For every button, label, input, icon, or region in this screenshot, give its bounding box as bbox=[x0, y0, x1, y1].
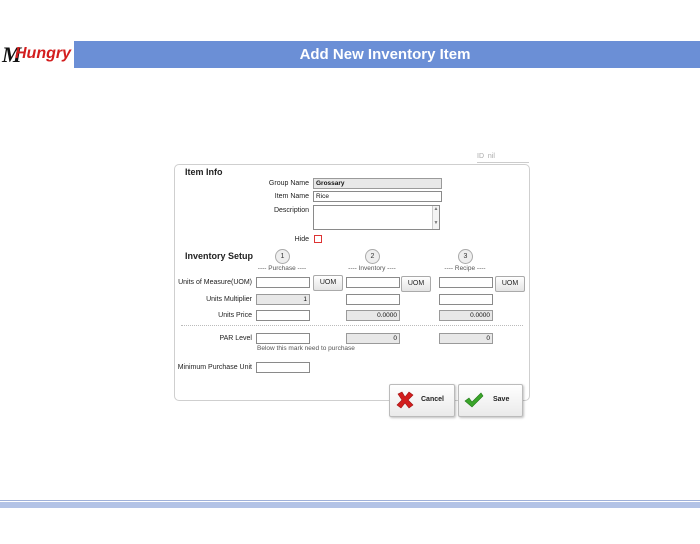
inventory-multiplier-field[interactable] bbox=[346, 294, 400, 305]
logo-text: Hungry bbox=[15, 45, 71, 62]
section-divider bbox=[181, 325, 523, 326]
checkmark-icon bbox=[464, 390, 484, 410]
inventory-uom-field[interactable] bbox=[346, 277, 400, 288]
min-purchase-field[interactable] bbox=[256, 362, 310, 373]
item-name-label: Item Name bbox=[274, 193, 309, 200]
item-info-title: Item Info bbox=[185, 167, 223, 177]
group-name-label: Group Name bbox=[268, 180, 309, 187]
footer-bar bbox=[0, 502, 700, 508]
price-label: Units Price bbox=[218, 312, 252, 319]
group-name-field[interactable]: Grossary bbox=[313, 178, 442, 189]
hide-label: Hide bbox=[294, 236, 309, 243]
cancel-button[interactable] bbox=[389, 384, 455, 417]
purchase-par-field[interactable] bbox=[256, 333, 310, 344]
top-strip bbox=[0, 0, 700, 40]
inventory-column-label: ---- Inventory ---- bbox=[348, 265, 396, 272]
footer-line bbox=[0, 500, 700, 501]
purchase-column-label: ---- Purchase ---- bbox=[257, 265, 307, 272]
id-underline bbox=[477, 162, 529, 163]
hide-checkbox[interactable] bbox=[314, 235, 322, 243]
description-field[interactable] bbox=[313, 205, 440, 230]
cancel-label: Cancel bbox=[421, 396, 444, 403]
par-level-label: PAR Level bbox=[219, 335, 252, 342]
recipe-column-label: ---- Recipe ---- bbox=[444, 265, 486, 272]
recipe-price-field[interactable]: 0.0000 bbox=[439, 310, 493, 321]
inventory-price-field[interactable]: 0.0000 bbox=[346, 310, 400, 321]
purchase-multiplier-field[interactable]: 1 bbox=[256, 294, 310, 305]
id-field: ID nil bbox=[477, 153, 495, 160]
recipe-par-field[interactable]: 0 bbox=[439, 333, 493, 344]
recipe-multiplier-field[interactable] bbox=[439, 294, 493, 305]
inventory-par-field[interactable]: 0 bbox=[346, 333, 400, 344]
recipe-step-badge: 3 bbox=[458, 249, 473, 264]
purchase-uom-button[interactable]: UOM bbox=[313, 275, 343, 291]
logo bbox=[0, 41, 74, 68]
description-scrollbar[interactable]: ▲ ▼ bbox=[432, 206, 439, 229]
purchase-step-badge: 1 bbox=[275, 249, 290, 264]
purchase-uom-field[interactable] bbox=[256, 277, 310, 288]
logo-m: M bbox=[2, 42, 22, 67]
multiplier-label: Units Multiplier bbox=[206, 296, 252, 303]
purchase-price-field[interactable] bbox=[256, 310, 310, 321]
min-purchase-label: Minimum Purchase Unit bbox=[177, 364, 252, 371]
uom-label: Units of Measure(UOM) bbox=[178, 279, 252, 286]
recipe-uom-button[interactable]: UOM bbox=[495, 276, 525, 292]
inventory-setup-title: Inventory Setup bbox=[185, 251, 254, 261]
recipe-uom-field[interactable] bbox=[439, 277, 493, 288]
par-hint: Below this mark need to purchase bbox=[257, 345, 355, 352]
header-bar bbox=[0, 41, 700, 68]
inventory-uom-button[interactable]: UOM bbox=[401, 276, 431, 292]
cancel-x-icon bbox=[395, 390, 415, 410]
description-label: Description bbox=[273, 207, 309, 214]
item-name-field[interactable]: Rice bbox=[313, 191, 442, 202]
inventory-step-badge: 2 bbox=[365, 249, 380, 264]
save-label: Save bbox=[493, 396, 510, 403]
save-button[interactable] bbox=[458, 384, 523, 417]
page-title: Add New Inventory Item bbox=[299, 46, 471, 63]
